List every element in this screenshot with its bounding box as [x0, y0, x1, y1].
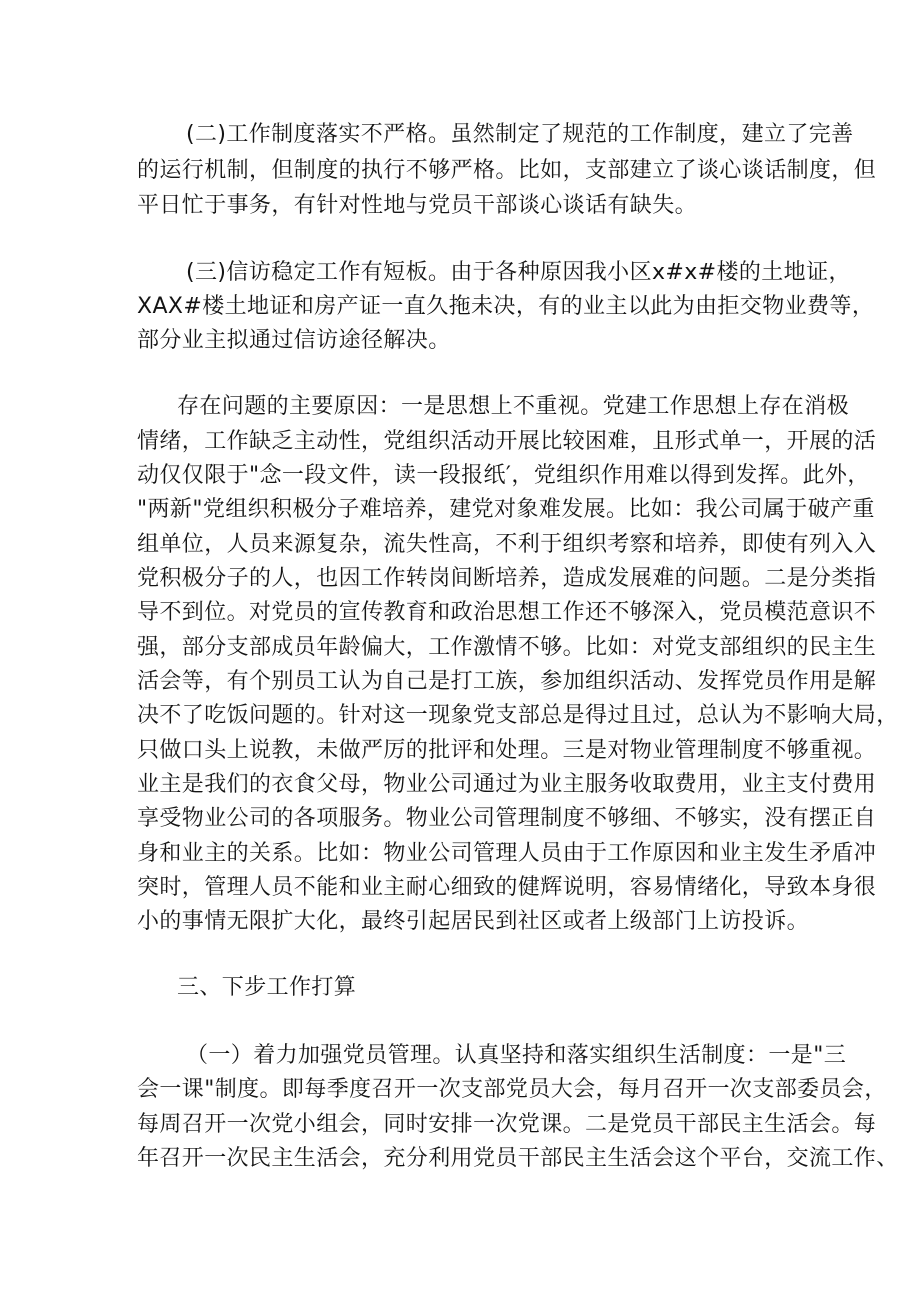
paragraph-line: 决不了吃饭问题的。针对这一现象党支部总是得过且过，总认为不影响大局，	[137, 703, 899, 728]
paragraph-line: 每周召开一次党小组会，同时安排一次党课。二是党员干部民主生活会。每	[137, 1112, 877, 1137]
paragraph-line: 业主是我们的衣食父母，物业公司通过为业主服务收取费用，业主支付费用	[137, 772, 877, 797]
paragraph-line: 只做口头上说教，未做严厉的批评和处理。三是对物业管理制度不够重视。	[137, 738, 877, 763]
paragraph-line: 平日忙于事务，有针对性地与党员干部谈心谈话有缺失。	[137, 193, 698, 218]
paragraph-line: 会一课"制度。即每季度召开一次支部党员大会，每月召开一次支部委员会，	[137, 1077, 887, 1102]
paragraph-line: 强，部分支部成员年龄偏大，工作激情不够。比如：对党支部组织的民主生	[137, 635, 877, 660]
section-heading: 三、下步工作打算	[177, 975, 357, 1000]
paragraph-line: 小的事情无限扩大化，最终引起居民到社区或者上级部门上访投诉。	[137, 909, 810, 934]
paragraph-line: 部分业主拟通过信访途径解决。	[137, 328, 451, 353]
paragraph-line: 情绪，工作缺乏主动性，党组织活动开展比较困难，且形式单一，开展的活	[137, 429, 877, 454]
paragraph-line: "两新"党组织积极分子难培养，建党对象难发展。比如：我公司属于破产重	[137, 497, 875, 522]
paragraph-line: 导不到位。对党员的宣传教育和政治思想工作还不够深入，党员模范意识不	[137, 600, 877, 625]
paragraph-line: XAX#楼土地证和房产证一直久拖未决，有的业主以此为由拒交物业费等，	[137, 294, 875, 319]
paragraph-line: （一）着力加强党员管理。认真坚持和落实组织生活制度：一是"三	[186, 1043, 847, 1068]
paragraph-line: 突时，管理人员不能和业主耐心细致的健辉说明，容易情绪化，导致本身很	[137, 875, 877, 900]
paragraph-line: 存在问题的主要原因：一是思想上不重视。党建工作思想上存在消极	[177, 394, 850, 419]
paragraph-line: 身和业主的关系。比如：物业公司管理人员由于工作原因和业主发生矛盾冲	[137, 841, 877, 866]
paragraph-line: 享受物业公司的各项服务。物业公司管理制度不够细、不够实，没有摆正自	[137, 806, 877, 831]
paragraph-line: 动仅仅限于"念一段文件，读一段报纸′，党组织作用难以得到发挥。此外，	[137, 463, 870, 488]
paragraph-line: 活会等，有个别员工认为自己是打工族，参加组织活动、发挥党员作用是解	[137, 669, 877, 694]
paragraph-line: 组单位，人员来源复杂，流失性高，不利于组织考察和培养，即使有列入入	[137, 532, 877, 557]
paragraph-line: 党积极分子的人，也因工作转岗间断培养，造成发展难的问题。二是分类指	[137, 566, 877, 591]
paragraph-line: (二)工作制度落实不严格。虽然制定了规范的工作制度，建立了完善	[186, 122, 854, 147]
paragraph-line: 年召开一次民主生活会，充分利用党员干部民主生活会这个平台，交流工作、	[137, 1146, 899, 1171]
paragraph-line: 的运行机制，但制度的执行不够严格。比如，支部建立了谈心谈话制度，但	[137, 158, 877, 183]
paragraph-line: (三)信访稳定工作有短板。由于各种原因我小区x#x#楼的土地证，	[186, 260, 851, 285]
